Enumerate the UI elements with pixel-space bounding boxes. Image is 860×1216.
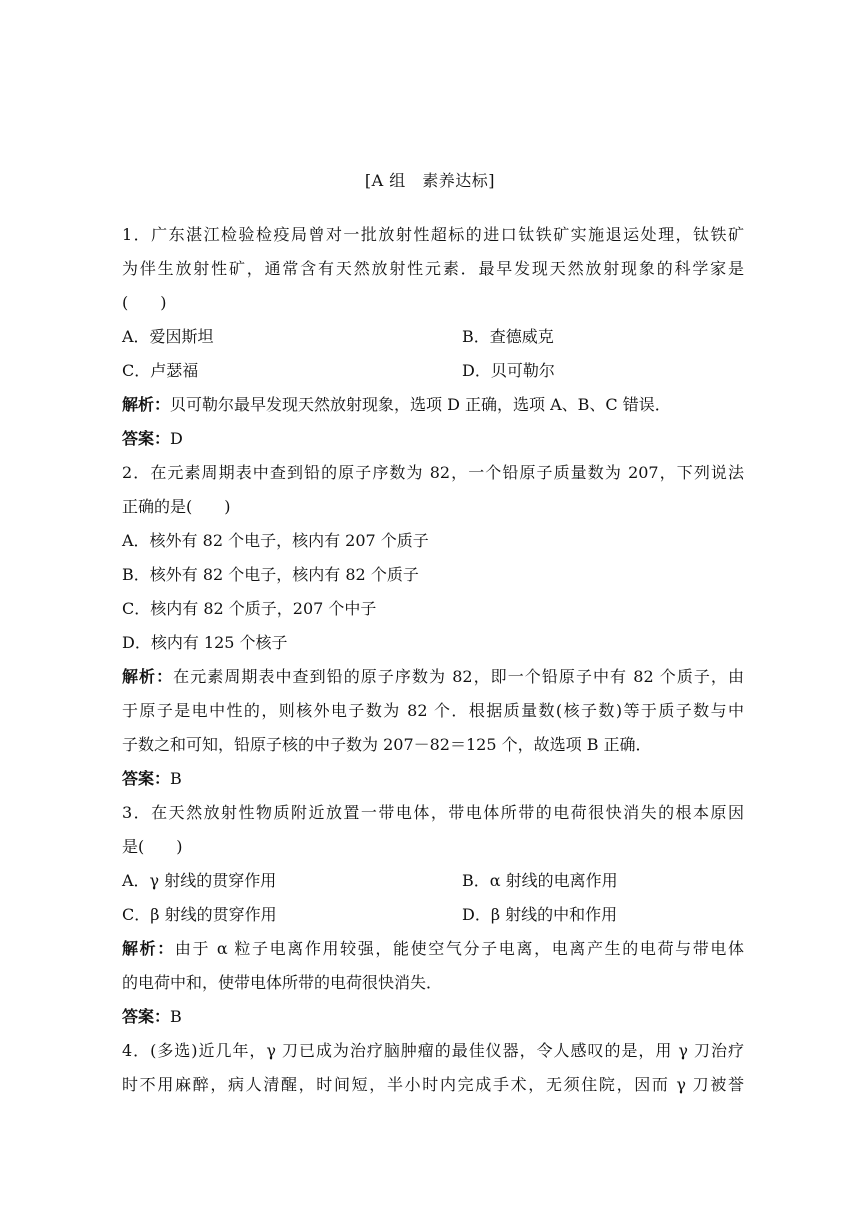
q1-options-row2 — [122, 354, 744, 388]
q3-option-b: B．α 射线的电离作用 — [462, 871, 618, 890]
q2-answer — [122, 762, 744, 796]
q4-stem-line2: 时不用麻醉，病人清醒，时间短，半小时内完成手术，无须住院，因而 γ 刀被誉 — [122, 1075, 744, 1094]
analysis-label: 解析： — [122, 395, 171, 414]
section-title: [A 组 素养达标] — [364, 171, 496, 190]
q2-option-c: C．核内有 82 个质子，207 个中子 — [122, 599, 377, 618]
q1-answer-value: D — [170, 429, 183, 448]
q2-stem-line2: 正确的是( ) — [122, 497, 231, 516]
q2-option-a: A．核外有 82 个电子，核内有 207 个质子 — [122, 531, 429, 550]
analysis-label: 解析： — [122, 939, 175, 958]
q3-answer-value: B — [170, 1007, 182, 1026]
answer-label: 答案： — [122, 1007, 171, 1026]
q3-options-row2 — [122, 898, 744, 932]
q1-stem-line1: 1．广东湛江检验检疫局曾对一批放射性超标的进口钛铁矿实施退运处理，钛铁矿 — [122, 225, 744, 244]
q1-answer — [122, 422, 744, 456]
q2-analysis-text1: 在元素周期表中查到铅的原子序数为 82，即一个铅原子中有 82 个质子，由 — [173, 667, 744, 686]
q1-stem-line3: ( ) — [122, 293, 167, 312]
q1-option-b: B．查德威克 — [462, 327, 554, 346]
q1-options-row1 — [122, 320, 744, 354]
q3-option-d: D．β 射线的中和作用 — [462, 905, 618, 924]
q1-analysis-text: 贝可勒尔最早发现天然放射现象，选项 D 正确，选项 A、B、C 错误． — [170, 395, 671, 414]
q3-analysis-line2: 的电荷中和，使带电体所带的电荷很快消失． — [122, 973, 443, 992]
q2-option-b: B．核外有 82 个电子，核内有 82 个质子 — [122, 565, 419, 584]
q1-option-c: C．卢瑟福 — [122, 361, 199, 380]
q1-stem-line2: 为伴生放射性矿，通常含有天然放射性元素．最早发现天然放射现象的科学家是 — [122, 259, 744, 278]
answer-label: 答案： — [122, 769, 171, 788]
q2-stem-line1: 2．在元素周期表中查到铅的原子序数为 82，一个铅原子质量数为 207，下列说法 — [122, 463, 744, 482]
q2-option-d: D．核内有 125 个核子 — [122, 633, 288, 652]
q2-analysis-line1 — [122, 660, 744, 694]
answer-label: 答案： — [122, 429, 171, 448]
q2-analysis-line3: 子数之和可知，铅原子核的中子数为 207－82＝125 个，故选项 B 正确． — [122, 735, 652, 754]
q3-option-c: C．β 射线的贯穿作用 — [122, 905, 277, 924]
q4-stem-line1: 4．(多选)近几年，γ 刀已成为治疗脑肿瘤的最佳仪器，令人感叹的是，用 γ 刀治疗 — [122, 1041, 744, 1060]
q3-analysis-text1: 由于 α 粒子电离作用较强，能使空气分子电离，电离产生的电荷与带电体 — [174, 939, 744, 958]
q3-stem-line1: 3．在天然放射性物质附近放置一带电体，带电体所带的电荷很快消失的根本原因 — [122, 803, 744, 822]
q3-answer — [122, 1000, 744, 1034]
q2-analysis-line2: 于原子是电中性的，则核外电子数为 82 个．根据质量数(核子数)等于质子数与中 — [122, 701, 744, 720]
question-content — [122, 218, 744, 1102]
q3-option-a: A．γ 射线的贯穿作用 — [122, 871, 277, 890]
q3-options-row1 — [122, 864, 744, 898]
q1-analysis — [122, 388, 744, 422]
analysis-label: 解析： — [122, 667, 174, 686]
q3-stem-line2: 是( ) — [122, 837, 183, 856]
q1-option-a: A．爱因斯坦 — [122, 327, 214, 346]
q1-option-d: D．贝可勒尔 — [462, 361, 555, 380]
q3-analysis-line1 — [122, 932, 744, 966]
q2-answer-value: B — [170, 769, 182, 788]
